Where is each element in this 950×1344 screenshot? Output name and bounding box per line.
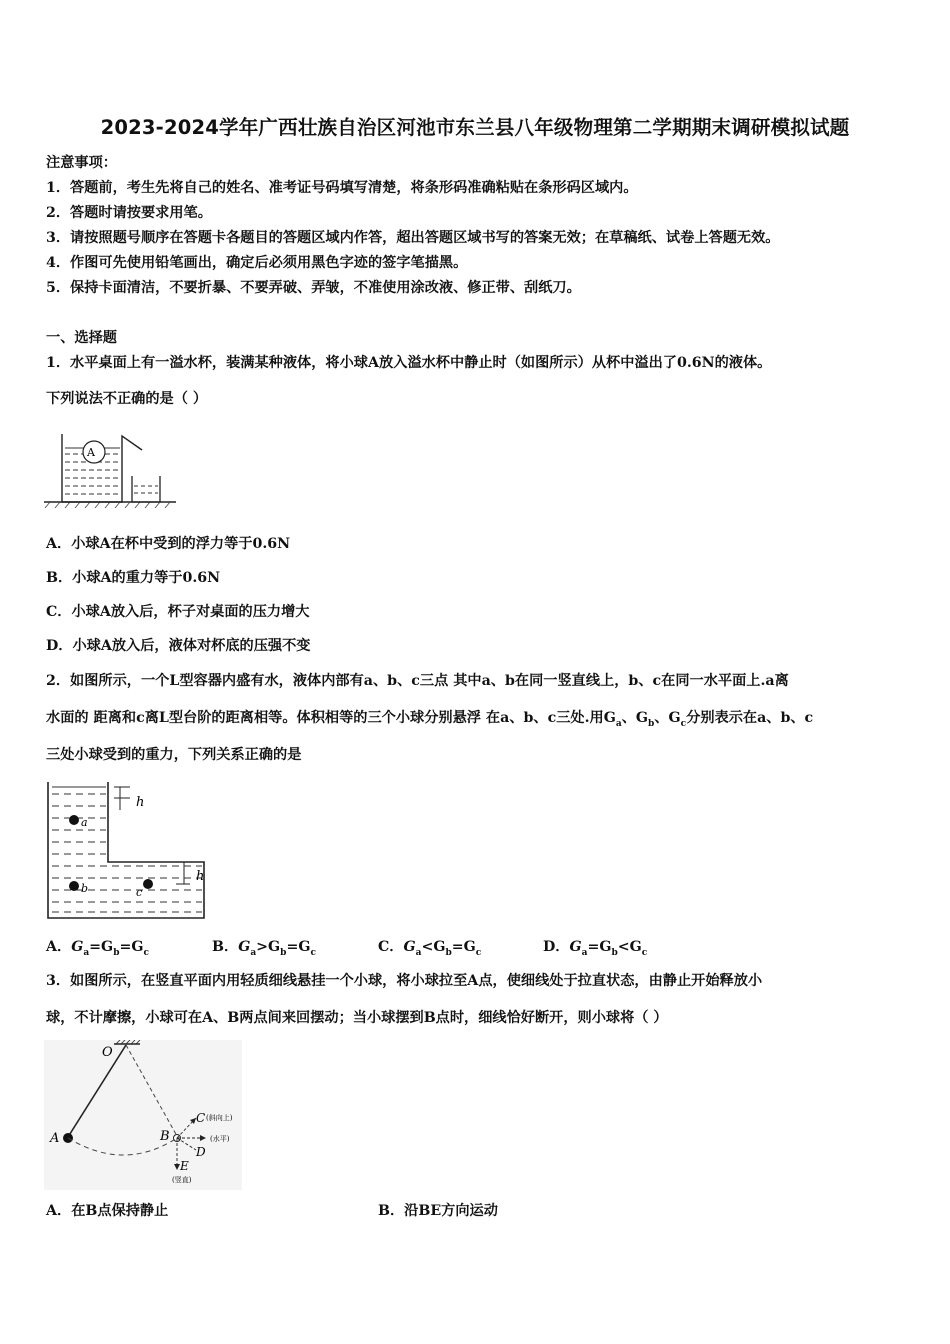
q2-option-c[interactable]: C．$G_a<G_b=G_c$ xyxy=(378,939,482,958)
q1-stem-line2: 下列说法不正确的是（ ） xyxy=(46,391,208,407)
q3-label-c: C xyxy=(196,1111,206,1125)
q2-ball-a xyxy=(69,815,79,825)
q2-label-h-step: h xyxy=(196,869,205,884)
notice-item: 3．请按照题号顺序在答题卡各题目的答题区域内作答，超出答题区域书写的答案无效；在草稿纸、试卷上答题无效。 xyxy=(46,230,780,246)
q1-option-b[interactable]: B．小球A的重力等于0.6N xyxy=(46,570,221,586)
q2-ball-c xyxy=(143,879,153,889)
q1-overflow-cup-figure xyxy=(44,430,179,508)
q2-stem-line2: 水面的 距离和c离L型台阶的距离相等。体积相等的三个小球分别悬浮 在a、b、c三处.用$G_a$、$G_b$、$G_c$分别表示在a、b、c xyxy=(46,710,814,729)
q3-option-b[interactable]: B．沿BE方向运动 xyxy=(378,1203,498,1219)
notice-item: 4．作图可先使用铅笔画出，确定后必须用黑色字迹的签字笔描黑。 xyxy=(46,255,468,271)
q3-label-o: O xyxy=(102,1045,113,1060)
q2-label-h-top: h xyxy=(136,795,145,810)
q1-stem-line1: 1．水平桌面上有一溢水杯，装满某种液体，将小球A放入溢水杯中静止时（如图所示）从杯中溢出了0.6N的液体。 xyxy=(46,355,772,371)
q3-pendulum-figure xyxy=(44,1040,242,1190)
notice-item: 2．答题时请按要求用笔。 xyxy=(46,205,212,221)
q3-option-a[interactable]: A．在B点保持静止 xyxy=(46,1203,169,1219)
q2-stem-line3: 三处小球受到的重力，下列关系正确的是 xyxy=(46,747,302,763)
section-heading: 一、选择题 xyxy=(46,330,117,346)
q2-option-b[interactable]: B．$G_a>G_b=G_c$ xyxy=(212,939,316,958)
notice-item: 5．保持卡面清洁，不要折暴、不要弄破、弄皱，不准使用涂改液、修正带、刮纸刀。 xyxy=(46,280,581,296)
q2-label-b: b xyxy=(81,882,89,895)
q2-l-container-figure xyxy=(44,780,224,922)
page-title: 2023-2024学年广西壮族自治区河池市东兰县八年级物理第二学期期末调研模拟试题 xyxy=(100,116,850,139)
q2-label-c: c xyxy=(136,886,143,899)
q2-option-a[interactable]: A．$G_a=G_b=G_c$ xyxy=(46,939,149,958)
q3-label-e: E xyxy=(180,1159,189,1173)
q1-option-d[interactable]: D．小球A放入后，液体对杯底的压强不变 xyxy=(46,638,311,654)
q3-stem-line2: 球，不计摩擦，小球可在A、B两点间来回摆动；当小球摆到B点时，细线恰好断开，则小球将（ ） xyxy=(46,1010,668,1026)
q3-stem-line1: 3．如图所示，在竖直平面内用轻质细线悬挂一个小球，将小球拉至A点，使细线处于拉直状态，由静止开始释放小 xyxy=(46,973,763,989)
q3-label-a: A xyxy=(50,1131,60,1146)
notice-item: 1．答题前，考生先将自己的姓名、准考证号码填写清楚，将条形码准确粘贴在条形码区域内。 xyxy=(46,180,638,196)
q3-note-e: (竖直) xyxy=(172,1176,192,1184)
q2-stem-line1: 2．如图所示，一个L型容器内盛有水，液体内部有a、b、c三点 其中a、b在同一竖直线上，b、c在同一水平面上.a离 xyxy=(46,673,789,689)
q3-note-d: (水平) xyxy=(210,1135,230,1143)
notice-heading: 注意事项： xyxy=(46,155,117,171)
q2-label-a: a xyxy=(81,816,88,829)
q2-option-d[interactable]: D．$G_a=G_b<G_c$ xyxy=(543,939,648,958)
q3-label-b: B xyxy=(160,1129,170,1144)
q1-ball-label: A xyxy=(87,446,95,459)
q1-option-c[interactable]: C．小球A放入后，杯子对桌面的压力增大 xyxy=(46,604,310,620)
q3-note-c: (斜向上) xyxy=(206,1114,233,1122)
q2-ball-b xyxy=(69,881,79,891)
q1-option-a[interactable]: A．小球A在杯中受到的浮力等于0.6N xyxy=(46,536,291,552)
q3-label-d: D xyxy=(196,1145,206,1159)
